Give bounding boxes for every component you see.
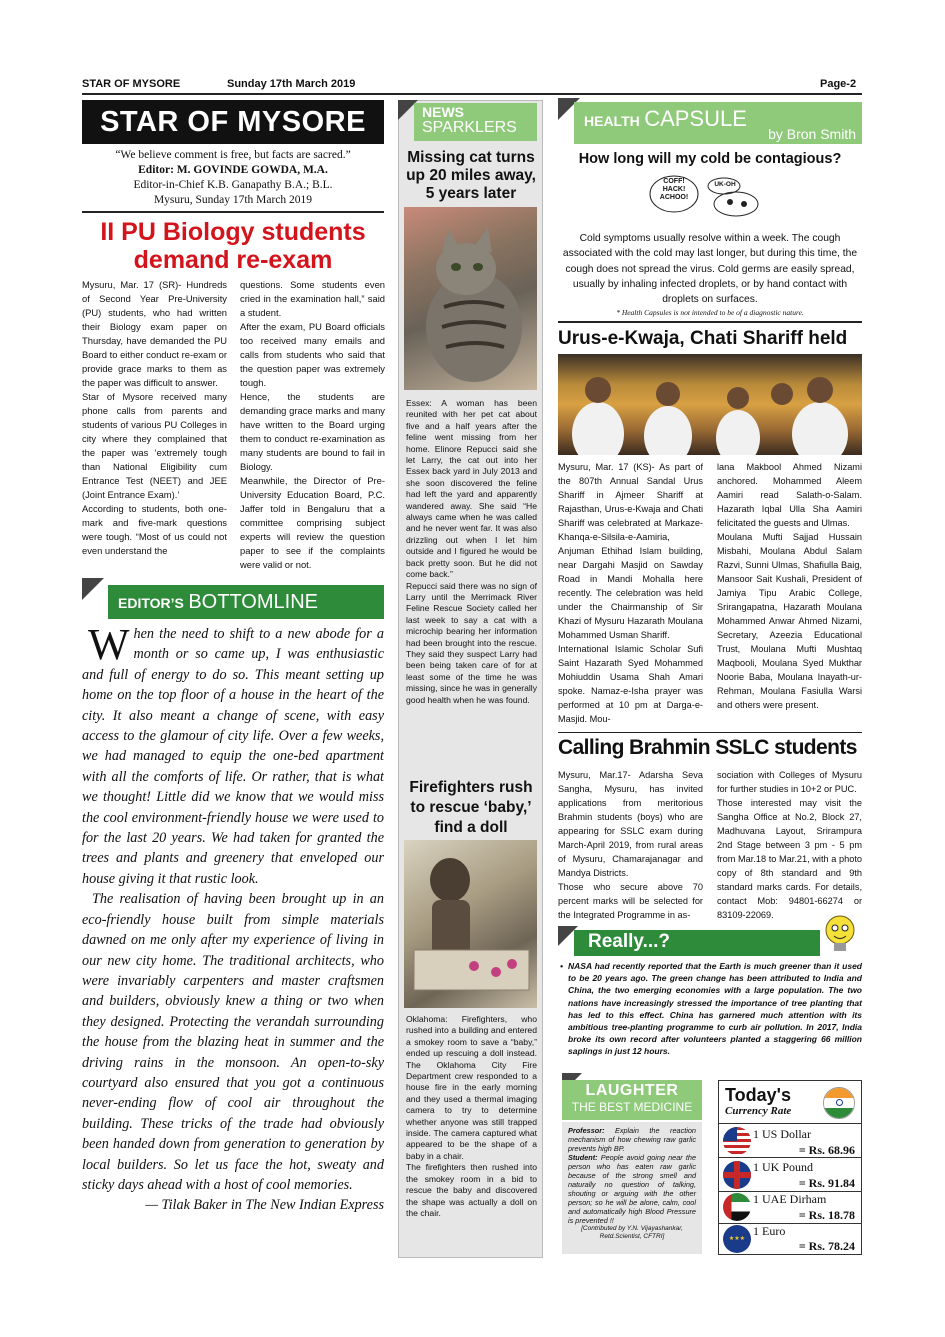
really-banner: Really...?: [574, 930, 820, 956]
header-date: Sunday 17th March 2019: [227, 78, 356, 90]
laughter-credit: [Contributed by Y.N. Vijayashankar, Retd.Scientist, CFTRI]: [581, 1225, 683, 1240]
urus-photo: [558, 354, 862, 455]
editors-para1: hen the need to shift to a new abode for a month or so came up, I was enthusiastic and full of energy to do so. This meant setting up home on the top floor of a house in the heart of the city. It also meant a change of scene, with easy access to the glamour of city life. Over a few weeks, we had managed to equip the one-bed apartment with all the comforts of life. Or rather, that is what we thought! Little did we know that we would miss the cool environment-friendly house we were used to for the last 20 years. We had taken for granted the trees and plants and greenery that enveloped our house giving it that rustic look.: [82, 626, 384, 887]
laughter-banner-b: THE BEST MEDICINE: [571, 1100, 693, 1114]
student-line: [568, 1153, 696, 1225]
urus-headline: Urus-e-Kwaja, Chati Shariff held: [558, 328, 848, 349]
lead-headline-1: II PU Biology students: [100, 218, 366, 246]
health-banner-a: HEALTH: [584, 113, 640, 129]
rate-value-usd: = Rs. 68.96: [798, 1143, 855, 1157]
header-page: Page-2: [820, 78, 857, 90]
lead-headline-2: demand re-exam: [133, 246, 333, 274]
doll-headline: Firefighters rush to rescue ‘baby,’ find a doll: [409, 779, 533, 836]
brahmin-col1: Mysuru, Mar.17- Adarsha Seva Sangha, Mysuru, has invited applications from meritorious Brahmin students (boys) who are appearing for SSLC exam during March-April 2019, from rural areas of Mysuru, Chamarajanagar and Mandya Districts. Those who secure above 70 percent marks will be selected for the Integrated Programme in as-: [558, 770, 703, 920]
dateline: Mysuru, Sunday 17th March 2019: [153, 194, 313, 206]
india-flag-icon: [823, 1087, 855, 1119]
editors-banner-b: BOTTOMLINE: [188, 591, 318, 613]
cat-headline: Missing cat turns up 20 miles away, 5 years later: [406, 149, 536, 202]
health-banner: [574, 102, 862, 144]
lead-col2: questions. Some students even cried in the examination hall,” said a student. After the exam, PU Board officials too received many emails and calls from students who said that the question paper was extremely tough. Hence, the students are demanding grace marks and many have written to the Board urging them to conduct re-examination as many students are bound to fail in Biology. Meanwhile, the Director of Pre-University Education Board, P.C. Jaffer told in Bengaluru that a committee comprising subject experts will review the question paper to see if the complaints were valid or not.: [240, 279, 385, 570]
health-byline: by Bron Smith: [768, 126, 856, 142]
professor-line: [568, 1126, 696, 1153]
laughter-banner: [562, 1080, 702, 1120]
doll-body: Oklahoma: Firefighters, who rushed into a building and entered a smokey room to save a “baby,” ended up rescuing a doll instead. The Oklahoma City Fire Department crew responded to a house fire in the early morning and they used a thermal imaging camera to try to determine whether anyone was still trapped inside. The camera captured what appeared to be the shape of a baby in a chair. The firefighters then rushed into the smokey room in a bid to rescue the baby and discovered the shape was actually a doll on the chair.: [406, 1014, 537, 1218]
motto: “We believe comment is free, but facts are sacred.”: [115, 149, 351, 161]
header-rule: [82, 93, 862, 95]
currency-subtitle: Currency Rate: [725, 1105, 792, 1117]
editors-banner-corner: [82, 578, 104, 600]
laughter-box: [562, 1122, 702, 1254]
urus-rule: [558, 732, 862, 733]
doll-icon: [404, 840, 537, 1008]
rate-value-aed: = Rs. 18.78: [798, 1208, 855, 1222]
brahmin-col2: sociation with Colleges of Mysuru for further studies in 10+2 or PUC. Those interested may visit the Sangha Office at No.2, Block 27, Madhuvana Layout, Srirampura 2nd Stage between 3 pm - 5 pm from Mar.18 to Mar.21, with a photo copy of 8th standard and 9th standard marks cards. For details, contact Mob: 94801-66274 or 83109-22069.: [717, 770, 862, 920]
really-text: NASA had recently reported that the Earth is much greener than it used to be 20 years ago. The green change has been attributed to India and China, the two emerging economies with a large population. The two nations have increasingly stressed the importance of tree planting that has led to this effect. China has garnered much attention with its ambitious tree-planting programme to curb air pollution. In 2017, India broke its own record after volunteers planted a staggering 66 million saplings in just 12 hours.: [568, 961, 862, 1057]
editor: Editor: M. GOVINDE GOWDA, M.A.: [138, 164, 328, 176]
editors-para2: The realisation of having been brought up in an eco-friendly house built from simple materials dawned on me only after my experience of living in our new city home. The traditional architects, who were invariably carpenters and master craftsmen and builders, obviously knew a thing or two when they designed. Protecting the verandah surrounding the house from the blazing heat in summer and the driving rains in the monsoon. An open-to-sky courtyard also ensured that you got a continuous never-ending flow of cool air throughout the building. These tricks of the trade had obviously been handed down from generation to generation by local builders. So let us face the hot, sweaty and sticky days ahead with a host of cool memories.: [82, 891, 384, 1193]
editors-credit: — Tilak Baker in The New Indian Express: [145, 1197, 384, 1214]
student-label: Student:: [568, 1153, 598, 1162]
masthead-rule: [82, 211, 384, 213]
professor-label: Professor:: [568, 1126, 605, 1135]
rate-name-aed: 1 UAE Dirham: [753, 1192, 827, 1206]
doll-photo: [404, 840, 537, 1008]
laughter-banner-a: LAUGHTER: [585, 1082, 679, 1099]
rate-name-eur: 1 Euro: [753, 1224, 786, 1238]
news-banner-b: SPARKLERS: [422, 119, 517, 136]
dropcap: W: [88, 624, 130, 669]
professor-text: Explain the reaction mechanism of how chewing raw garlic prevents high BP.: [568, 1126, 696, 1153]
health-note: * Health Capsules is not intended to be of a diagnostic nature.: [616, 308, 804, 317]
currency-box: [718, 1080, 862, 1255]
usa-flag-icon: [723, 1127, 751, 1155]
masthead-logo: STAR OF MYSORE: [82, 100, 384, 144]
health-body: Cold symptoms usually resolve within a week. The cough associated with the cold may last longer, but during this time, the cough does not spread the virus. Cold germs are easily spread, usually by inhaling infected droplets, or by hand contact with droplets on surfaces.: [562, 233, 858, 306]
eu-flag-icon: ★★★: [723, 1225, 751, 1253]
news-banner-a: NEWS: [422, 104, 464, 120]
cat-photo: [404, 207, 537, 390]
health-cartoon: [648, 174, 798, 224]
cat-icon: [404, 207, 537, 390]
cat-body: Essex: A woman has been reunited with her pet cat about five and a half years after the feline went missing from her home. Elinore Repucci said she let Larry, the cat out into her Essex back yard in July 2013 and she soon discovered the feline had left the yard and apparently wandered away. She said “He always came when he was called and he never went far. It was also drizzling out when I let him outside and I figured he would be back pretty soon. But he did not come back.” Repucci said there was no sign of Larry until the Merrimack River Feline Rescue Society called her last week to say a cat with a microchip bearing her information had been brought into the rescue. They said they suspect Larry had been being taken care of for at least some of the time he was missing, since he was in generally good health when he was found.: [406, 398, 537, 705]
editors-banner-a: EDITOR’S: [118, 595, 184, 611]
news-banner: [414, 103, 537, 141]
uae-flag-icon: [723, 1193, 751, 1221]
urus-col1: Mysuru, Mar. 17 (KS)- As part of the 807th Annual Sandal Urus Shariff in Ajmeer Shariff at Rajasthan, Urus-e-Kwaja and Chati Shariff was celebrated at Markaze-Khanqa-e-Silsila-e-Aamiria, Anjuman Ethihad Islam building, near Dargahi Masjid on Sawday Road in Mandi Mohalla here recently. The celebration was held under the Chairmanship of Sir Khazi of Mysuru Hazarath Moulana Mohammed Usman Shariff. International Islamic Scholar Sufi Saint Hazarath Syed Mohammed Mohiuddin Usama Shah Amari spoke. Namaz-e-Isha prayer was performed at 10 pm at Darga-e-Masjid. Mou-: [558, 462, 703, 724]
editor-in-chief: Editor-in-Chief K.B. Ganapathy B.A.; B.L.: [133, 179, 333, 191]
cartoon-text-a: COFF! HACK! ACHOO!: [659, 178, 689, 201]
editors-banner: [108, 585, 384, 619]
rate-name-gbp: 1 UK Pound: [753, 1160, 814, 1174]
rate-value-gbp: = Rs. 91.84: [798, 1176, 855, 1190]
rate-name-usd: 1 US Dollar: [753, 1127, 811, 1141]
lead-col1: Mysuru, Mar. 17 (SR)- Hundreds of Second Year Pre-University (PU) students, who had written their Biology exam paper on Thursday, have demanded the PU Board to either conduct re-exam or provide grace marks to them as the paper was difficult to answer. Star of Mysore received many phone calls from parents and students of various PU Colleges in city where they complained that the paper was ‘extremely tough than National Eligibility cum Entrance Test (NEET) and JEE (Joint Entrance Exam).’ According to students, both one-mark and five-mark questions were tough. “Most of us could not even understand the: [82, 279, 227, 556]
bullet-icon: •: [560, 961, 563, 971]
brahmin-headline: Calling Brahmin SSLC students: [558, 736, 857, 759]
urus-col2: lana Makbool Ahmed Nizami anchored. Mohammed Aleem Aamiri read Salath-o-Salam. Hazarath Iqbal Ulla Sha Aamiri felicitated the guests and Ulmas. Moulana Mufti Sajjad Hussain Misbahi, Moulana Abdul Salam Razvi, Sunni Ulmas, Shafiulla Baig, Mansoor Sait Kushali, President of Jamiya Tipu Arabic College, Srirangapatna, Hazarath Moulana Mohammed Anwar Ahmed Nizami, Secretary, Azeezia Educational Trust, Moulana Mufti Mushtaq Maqbooli, Moulana Syed Mukthar Noorie Baba, Moulana Inayath-ur-Rehman, Moulana Fasiulla Warsi and others were present.: [717, 462, 862, 710]
student-text: People avoid going near the person who has eaten raw garlic because of the strong smell and naturally no question of talking, shouting or arguing with the other person; so he will be alone, calm, cool and automatically high Blood Pressure is prevented !!: [568, 1153, 696, 1225]
rate-value-eur: = Rs. 78.24: [798, 1239, 855, 1253]
bulb-icon: [818, 912, 862, 956]
lead-headline: [82, 218, 384, 274]
header-paper: STAR OF MYSORE: [82, 78, 181, 90]
editors-body: [82, 624, 384, 1284]
uk-flag-icon: [723, 1161, 751, 1189]
health-rule: [558, 321, 862, 323]
masthead-block: [82, 148, 384, 208]
health-banner-b: CAPSULE: [644, 106, 747, 131]
cartoon-text-b: UK-OH: [714, 181, 736, 188]
currency-title: Today's: [725, 1085, 791, 1105]
health-question: How long will my cold be contagious?: [578, 151, 842, 167]
really-body: [560, 960, 862, 1058]
people-icon: [558, 354, 862, 455]
